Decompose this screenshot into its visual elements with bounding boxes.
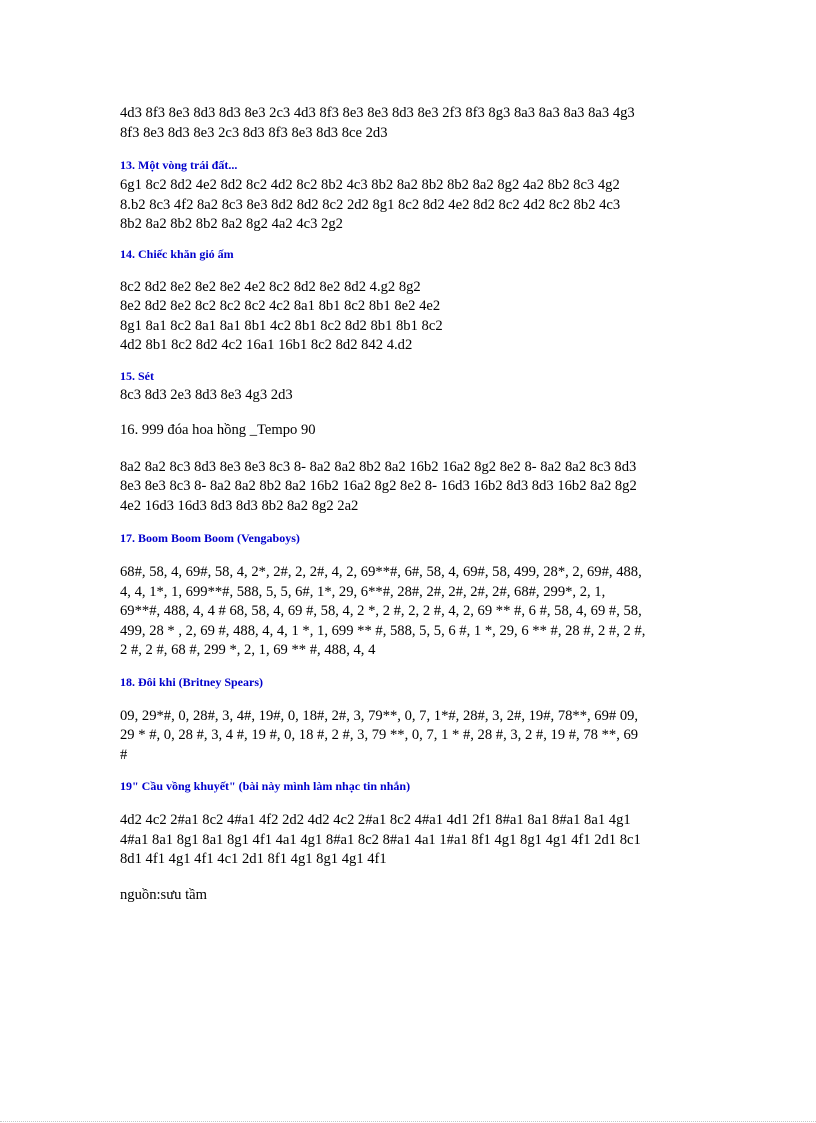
notes-line: 8.b2 8c3 4f2 8a2 8c3 8e3 8d2 8d2 8c2 2d2 8g1 8c2 8d2 4e2 8d2 8c2 4d2 8c2 8b2 4c3 bbox=[120, 196, 621, 213]
song-title: 18. Đôi khi (Britney Spears) bbox=[120, 674, 264, 689]
intro-block bbox=[120, 104, 700, 143]
notes-line: 8c3 8d3 2e3 8d3 8e3 4g3 2d3 bbox=[120, 386, 293, 403]
notes-line: 4#a1 8a1 8g1 8a1 8g1 4f1 4a1 4g1 8#a1 8c2 8#a1 4a1 1#a1 8f1 4g1 8g1 4g1 4f1 2d1 8c1 bbox=[120, 831, 641, 848]
notes-line: 8c2 8d2 8e2 8e2 8e2 4e2 8c2 8d2 8e2 8d2 4.g2 8g2 bbox=[120, 278, 421, 295]
page-bottom-border bbox=[0, 1121, 816, 1122]
notes-line: 8g1 8a1 8c2 8a1 8a1 8b1 4c2 8b1 8c2 8d2 8b1 8b1 8c2 bbox=[120, 317, 443, 334]
notes-line: # bbox=[120, 746, 128, 763]
song-title: 13. Một vòng trái đất... bbox=[120, 158, 238, 172]
notes-line: 6g1 8c2 8d2 4e2 8d2 8c2 4d2 8c2 8b2 4c3 8b2 8a2 8b2 8b2 8a2 8g2 4a2 8b2 8c3 4g2 bbox=[120, 177, 620, 193]
notes-line: 29 * #, 0, 28 #, 3, 4 #, 19 #, 0, 18 #, 2 #, 3, 79 **, 0, 7, 1 * #, 28 #, 3, 2 #, 19 #, 78 **, 69 bbox=[120, 727, 639, 743]
text-line: 8f3 8e3 8d3 8e3 2c3 8d3 8f3 8e3 8d3 8ce 2d3 bbox=[120, 124, 388, 141]
song-13 bbox=[120, 157, 700, 235]
notes-line: 8b2 8a2 8b2 8b2 8a2 8g2 4a2 4c3 2g2 bbox=[120, 216, 343, 232]
notes-line: 4e2 16d3 16d3 8d3 8d3 8b2 8a2 8g2 2a2 bbox=[120, 497, 359, 514]
song-14 bbox=[120, 246, 700, 356]
notes-line: 4, 4, 1*, 1, 699**#, 588, 5, 5, 6#, 1*, 29, 6**#, 28#, 2#, 2#, 2#, 2#, 68#, 299*, 2, 1, bbox=[120, 583, 606, 600]
notes-line: 69**#, 488, 4, 4 # 68, 58, 4, 69 #, 58, 4, 2 *, 2 #, 2, 2 #, 4, 2, 69 ** #, 6 #, 58, 4, 69 #, 58, bbox=[120, 603, 642, 619]
notes-line: 8e2 8d2 8e2 8c2 8c2 8c2 4c2 8a1 8b1 8c2 8b1 8e2 4e2 bbox=[120, 298, 441, 314]
document-page bbox=[120, 104, 700, 905]
song-title: 16. 999 đóa hoa hồng _Tempo 90 bbox=[120, 422, 316, 438]
song-17 bbox=[120, 530, 700, 661]
song-title: 15. Sét bbox=[120, 368, 154, 383]
song-title: 17. Boom Boom Boom (Vengaboys) bbox=[120, 531, 300, 545]
song-title: 19" Cầu vồng khuyết" (bài này mình làm nhạc tin nhắn) bbox=[120, 779, 411, 793]
song-16 bbox=[120, 421, 700, 516]
notes-line: 499, 28 * , 2, 69 #, 488, 4, 4, 1 *, 1, 699 ** #, 588, 5, 5, 6 #, 1 *, 29, 6 ** #, 28 #, 2 #, 2 #, bbox=[120, 622, 646, 639]
song-15 bbox=[120, 368, 700, 406]
notes-line: 68#, 58, 4, 69#, 58, 4, 2*, 2#, 2, 2#, 4, 2, 69**#, 6#, 58, 4, 69#, 58, 499, 28*, 2, 69#, 488, bbox=[120, 564, 642, 580]
notes-line: 8d1 4f1 4g1 4f1 4c1 2d1 8f1 4g1 8g1 4g1 4f1 bbox=[120, 851, 387, 867]
notes-line: 8a2 8a2 8c3 8d3 8e3 8e3 8c3 8- 8a2 8a2 8b2 8a2 16b2 16a2 8g2 8e2 8- 8a2 8a2 8c3 8d3 bbox=[120, 458, 637, 475]
text-line: 4d3 8f3 8e3 8d3 8d3 8e3 2c3 4d3 8f3 8e3 8e3 8d3 8e3 2f3 8f3 8g3 8a3 8a3 8a3 8a3 4g3 bbox=[120, 105, 635, 121]
notes-line: 2 #, 2 #, 68 #, 299 *, 2, 1, 69 ** #, 488, 4, 4 bbox=[120, 642, 376, 658]
notes-line: 4d2 8b1 8c2 8d2 4c2 16a1 16b1 8c2 8d2 842 4.d2 bbox=[120, 337, 413, 353]
song-19 bbox=[120, 778, 700, 870]
notes-line: 09, 29*#, 0, 28#, 3, 4#, 19#, 0, 18#, 2#, 3, 79**, 0, 7, 1*#, 28#, 3, 2#, 19#, 78**, 69# 09, bbox=[120, 707, 639, 724]
song-title: 14. Chiếc khăn gió ấm bbox=[120, 246, 234, 261]
source-credit: nguồn:sưu tầm bbox=[120, 886, 207, 903]
notes-line: 4d2 4c2 2#a1 8c2 4#a1 4f2 2d2 4d2 4c2 2#a1 8c2 4#a1 4d1 2f1 8#a1 8a1 8#a1 8a1 4g1 bbox=[120, 812, 631, 828]
notes-line: 8e3 8e3 8c3 8- 8a2 8a2 8b2 8a2 16b2 16a2 8g2 8e2 8- 16d3 16b2 8d3 8d3 16b2 8a2 8g2 bbox=[120, 478, 637, 494]
song-18 bbox=[120, 674, 700, 766]
